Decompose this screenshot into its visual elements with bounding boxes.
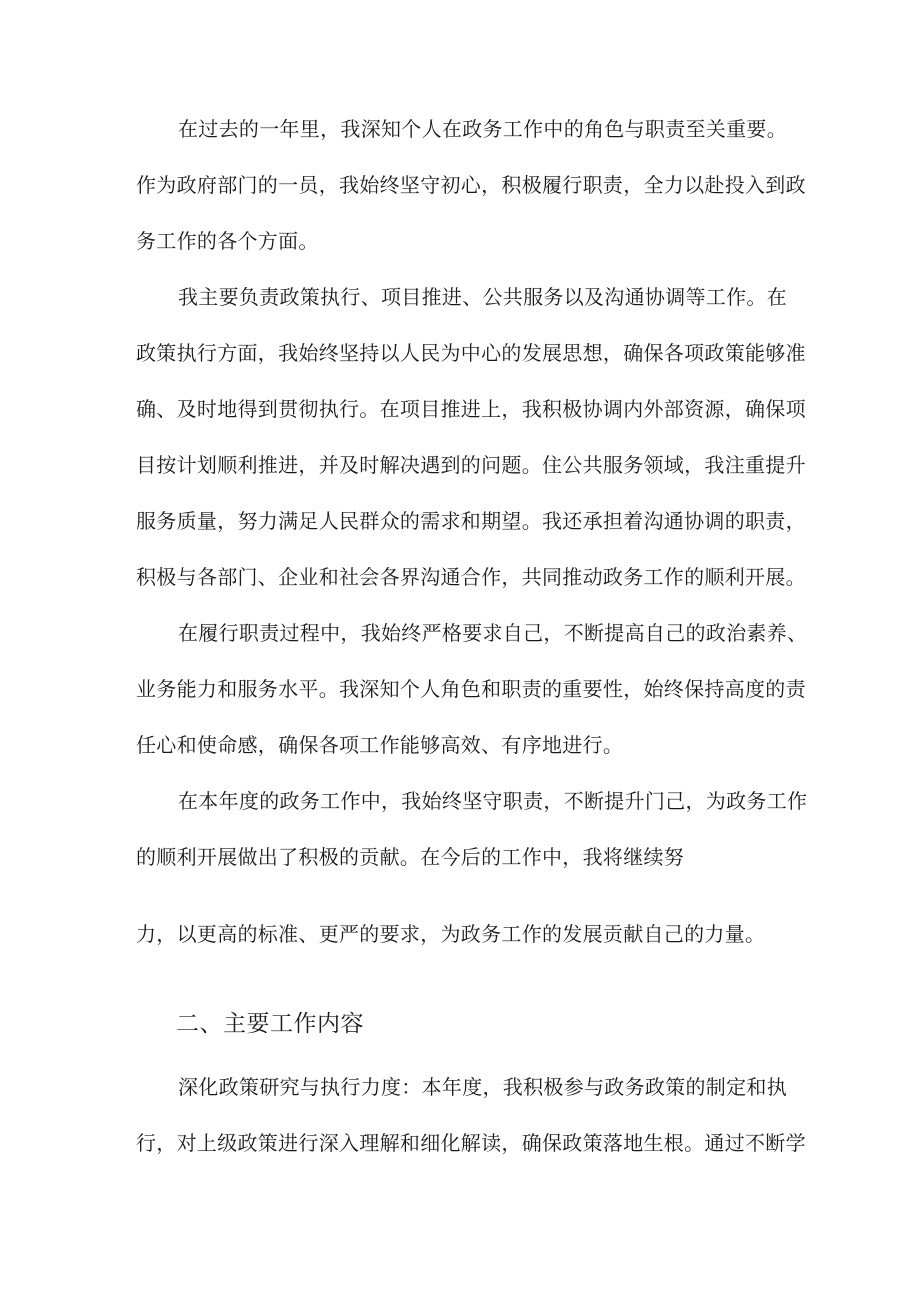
paragraph-2-line-6: 积极与各部门、企业和社会各界沟通合作，共同推动政务工作的顺利开展。 [136,565,806,589]
paragraph-2-line-4: 目按计划顺利推进，并及时解决遇到的问题。住公共服务领域，我注重提升 [136,453,806,477]
paragraph-1-line-3: 务工作的各个方面。 [136,229,319,253]
paragraph-1-line-2: 作为政府部门的一员，我始终坚守初心，积极履行职责，全力以赴投入到政 [136,173,806,197]
section-paragraph-line-2: 行，对上级政策进行深入理解和细化解读，确保政策落地生根。通过不断学 [136,1131,806,1155]
paragraph-3-line-3: 任心和使命感，确保各项工作能够高效、有序地进行。 [136,733,624,757]
paragraph-2-line-2: 政策执行方面，我始终坚持以人民为中心的发展思想，确保各项政策能够准 [136,341,806,365]
paragraph-2-line-3: 确、及时地得到贯彻执行。在项目推进上，我积极协调内外部资源，确保项 [136,397,806,421]
section-paragraph-line-1: 深化政策研究与执行力度：本年度，我积极参与政务政策的制定和执 [178,1075,787,1099]
paragraph-2-line-1: 我主要负责政策执行、项目推进、公共服务以及沟通协调等工作。在 [178,285,787,309]
paragraph-2-line-5: 服务质量，努力满足人民群众的需求和期望。我还承担着沟通协调的职责， [136,509,806,533]
paragraph-3-line-2: 业务能力和服务水平。我深知个人角色和职责的重要性，始终保持高度的责 [136,677,806,701]
paragraph-3-line-1: 在履行职责过程中，我始终严格要求自己，不断提高自己的政治素养、 [178,621,808,645]
paragraph-4-line-2: 的顺利开展做出了积极的贡献。在今后的工作中，我将继续努 [136,845,685,869]
paragraph-4-line-3: 力，以更高的标准、更严的要求，为政务工作的发展贡献自己的力量。 [136,922,766,946]
paragraph-1-line-1: 在过去的一年里，我深知个人在政务工作中的角色与职责至关重要。 [178,117,787,141]
paragraph-4-line-1: 在本年度的政务工作中，我始终坚守职责，不断提升门己，为政务工作 [178,789,808,813]
section-heading: 二、主要工作内容 [176,1011,364,1037]
